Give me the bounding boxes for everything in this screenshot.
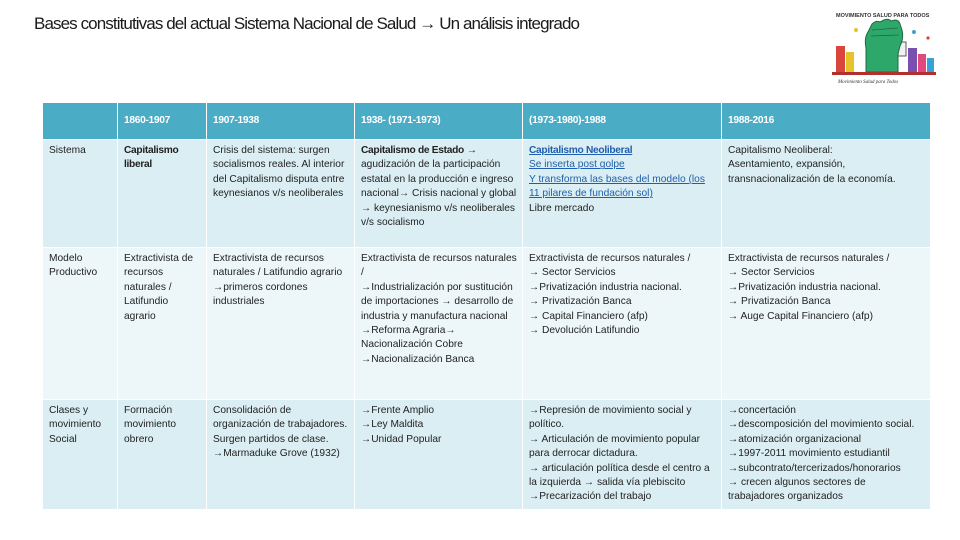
row-label: Clases y movimiento Social	[43, 400, 118, 510]
capitalismo-neoliberal-link[interactable]: Capitalismo Neoliberal	[529, 145, 633, 156]
cell-line: Asentamiento, expansión, transnacionalización de la economía.	[728, 159, 896, 185]
table-row-clases-movimiento-social	[43, 400, 931, 510]
raised-fist-icon	[828, 8, 940, 88]
cell-line: →atomización organizacional	[728, 433, 862, 445]
table-cell	[355, 248, 523, 400]
cell-line: →Reforma Agraria→ Nacionalización Cobre	[361, 325, 463, 351]
table-cell	[722, 140, 931, 248]
table-row-sistema	[43, 140, 931, 248]
row-label: Sistema	[43, 140, 118, 248]
cell-line: → articulación política desde el centro a la izquierda → salida vía plebiscito	[529, 462, 710, 489]
cell-line: Extractivista de recursos naturales /	[361, 253, 517, 279]
header-period-1973-1988: (1973-1980)-1988	[523, 103, 722, 140]
cell-line: → Sector Servicios	[529, 267, 616, 279]
table-cell	[523, 400, 722, 510]
cell-line: Consolidación de organización de trabajadores. Surgen partidos de clase.	[213, 405, 348, 445]
cell-line: Capitalismo	[124, 145, 179, 156]
table-cell	[118, 140, 207, 248]
cell-line: →Precarización del trabajo	[529, 491, 652, 503]
table-cell	[722, 248, 931, 400]
logo-caption: Movimiento Salud para Todos	[838, 80, 899, 85]
cell-line: Extractivista de recursos naturales /	[728, 253, 890, 264]
post-golpe-link[interactable]: Se inserta post golpe	[529, 159, 625, 171]
cell-line: →Nacionalización Banca	[361, 353, 475, 365]
cell-line: Capitalismo Neoliberal:	[728, 145, 833, 156]
header-period-1938-1973: 1938- (1971-1973)	[355, 103, 523, 140]
cell-line: →Marmaduke Grove (1932)	[213, 448, 340, 460]
row-label: Modelo Productivo	[43, 248, 118, 400]
cell-line: →concertación	[728, 405, 796, 416]
header-period-1907-1938: 1907-1938	[207, 103, 355, 140]
cell-line: → Devolución Latifundio	[529, 325, 640, 337]
cell-line: Libre mercado	[529, 202, 595, 214]
table-cell	[722, 400, 931, 510]
cell-line: → Capital Financiero (afp)	[529, 310, 648, 322]
cell-line: Extractivista de recursos naturales / Latifundio agrario	[213, 253, 343, 279]
cell-line: →Frente Amplio	[361, 405, 435, 416]
table-header-row	[43, 103, 931, 140]
header-cell-empty	[43, 103, 118, 140]
table-cell	[355, 140, 523, 248]
cell-line: → Privatización Banca	[728, 296, 831, 308]
table-cell: Extractivista de recursos naturales / Latifundio agrario	[118, 248, 207, 400]
table-cell	[523, 140, 722, 248]
table-cell	[207, 248, 355, 400]
movement-logo	[828, 8, 940, 88]
cell-line: →subcontrato/tercerizados/honorarios	[728, 462, 901, 474]
cell-bold-text: Capitalismo de Estado	[361, 145, 464, 156]
table-cell	[355, 400, 523, 510]
table-cell	[207, 400, 355, 510]
cell-line: →Privatización industria nacional.	[728, 281, 881, 293]
comparison-table	[42, 102, 931, 510]
cell-line: →Privatización industria nacional.	[529, 281, 682, 293]
cell-line: →Industrialización por sustitución de importaciones → desarrollo de industria y manufactura nacional	[361, 281, 514, 322]
cell-line: → Privatización Banca	[529, 296, 632, 308]
cell-line: → Articulación de movimiento popular para derrocar dictadura.	[529, 433, 701, 460]
cell-line: liberal	[124, 159, 152, 171]
cell-line: → Sector Servicios	[728, 267, 815, 279]
cell-line: → Auge Capital Financiero (afp)	[728, 310, 873, 322]
header-period-1860-1907: 1860-1907	[118, 103, 207, 140]
cell-line: →descomposición del movimiento social.	[728, 419, 915, 431]
cell-text: → agudización de la participación estatal en la producción e ingreso nacional→ Crisis nacional y global → keynesianismo v/s neoliberales v/s socialismo	[361, 145, 517, 229]
page-title: Bases constitutivas del actual Sistema Nacional de Salud → Un análisis integrado	[34, 14, 580, 33]
cell-line: →Ley Maldita	[361, 419, 424, 431]
table-cell: Crisis del sistema: surgen socialismos reales. Al interior del Capitalismo disputa entre keynesianos v/s neoliberales	[207, 140, 355, 248]
pilares-link[interactable]: Y transforma las bases del modelo (los 11 pilares de fundación sol)	[529, 173, 705, 200]
cell-line: →Unidad Popular	[361, 433, 442, 445]
cell-line: →primeros cordones industriales	[213, 281, 308, 308]
table-cell: Formación movimiento obrero	[118, 400, 207, 510]
header-period-1988-2016: 1988-2016	[722, 103, 931, 140]
cell-line: → crecen algunos sectores de trabajadores organizados	[728, 477, 866, 503]
cell-line: Extractivista de recursos naturales /	[529, 253, 691, 264]
cell-line: →Represión de movimiento social y político.	[529, 405, 692, 431]
table-row-modelo-productivo	[43, 248, 931, 400]
logo-text: MOVIMIENTO SALUD PARA TODOS	[836, 13, 930, 19]
table-cell	[523, 248, 722, 400]
cell-line: →1997-2011 movimiento estudiantil	[728, 448, 890, 460]
